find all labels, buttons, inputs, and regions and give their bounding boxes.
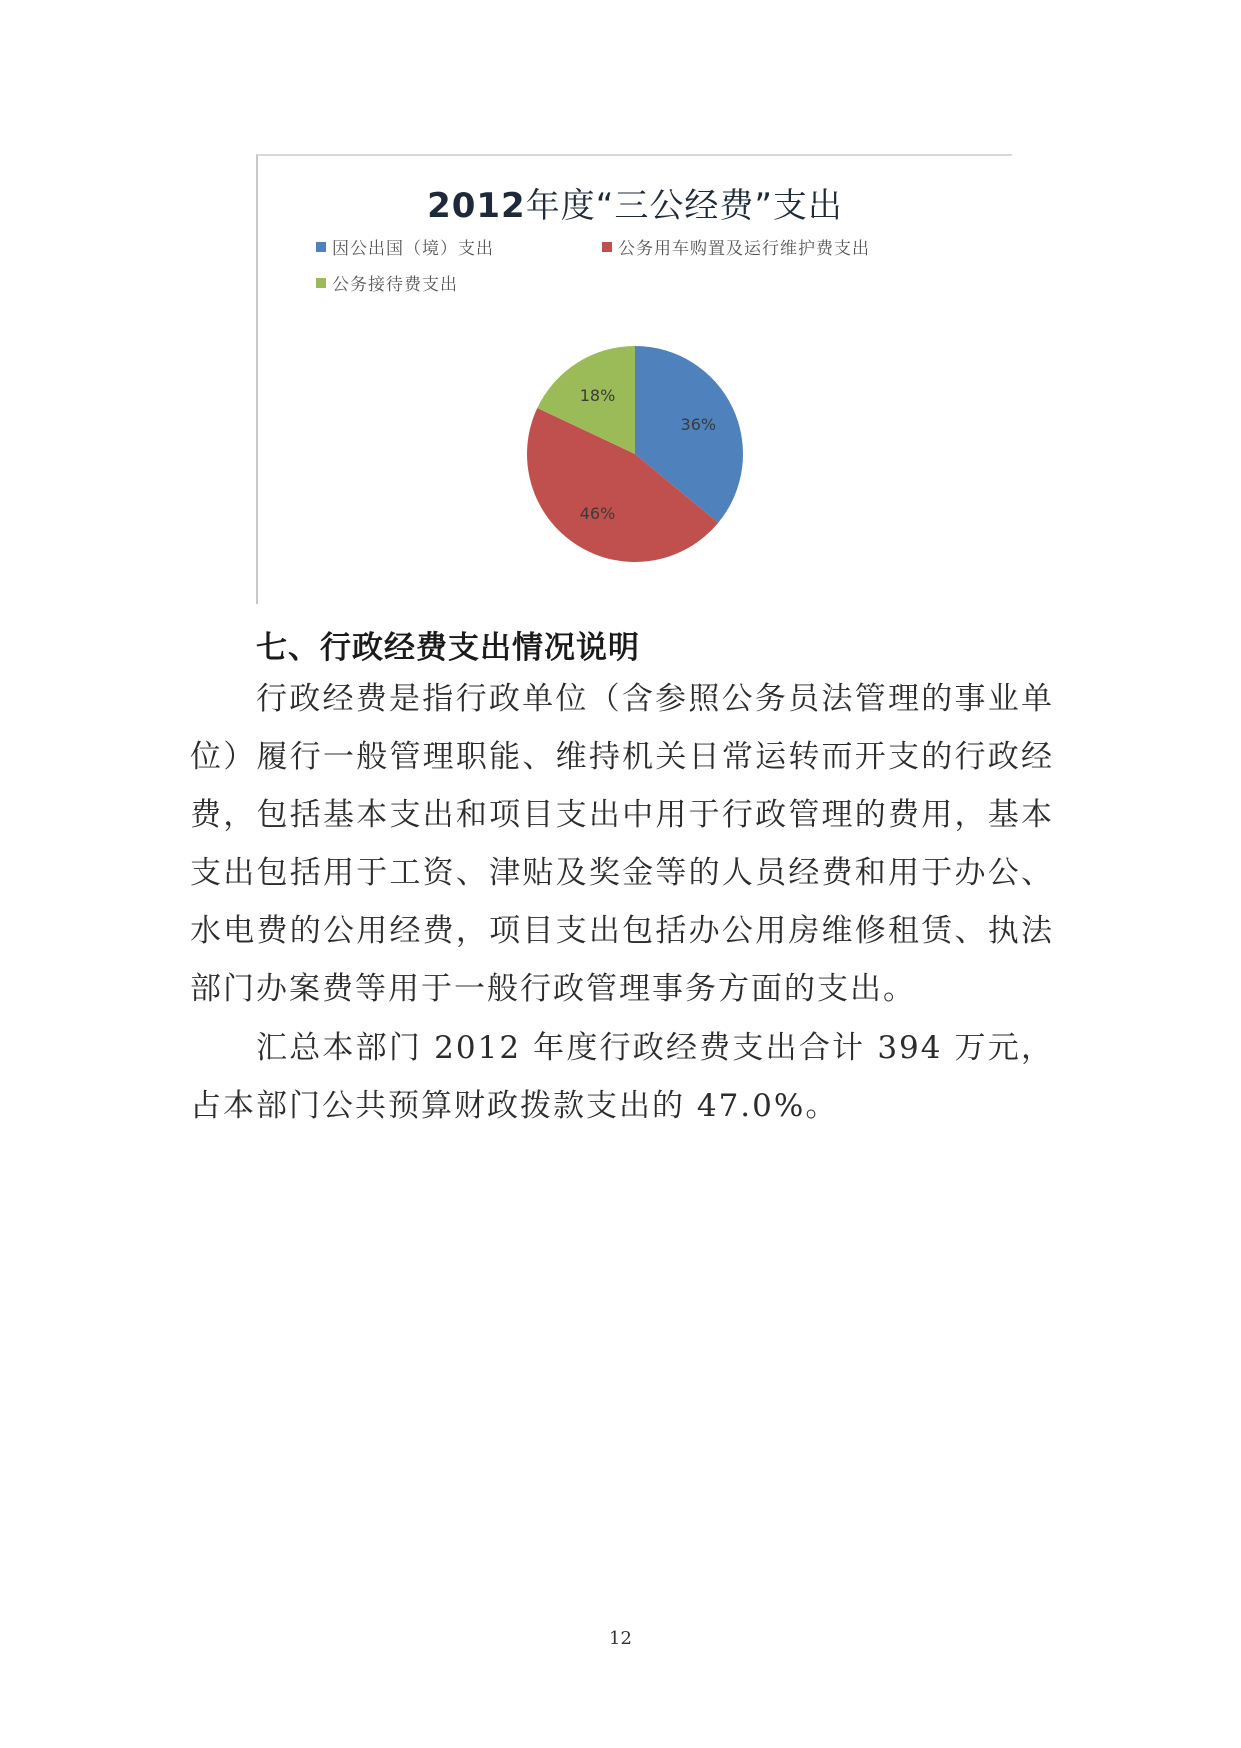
pie-chart-container bbox=[256, 154, 1012, 604]
pie-chart bbox=[258, 156, 1012, 604]
chart-title-text: 年度“三公经费”支出 bbox=[525, 186, 843, 226]
legend-label-reception: 公务接待费支出 bbox=[332, 275, 458, 295]
paragraph-admin-expense-summary: 汇总本部门 2012 年度行政经费支出合计 394 万元，占本部门公共预算财政拨款支出的 47.0%。 bbox=[190, 1030, 1054, 1124]
pie-label-overseas: 36% bbox=[680, 415, 717, 435]
paragraph-admin-expense-definition: 行政经费是指行政单位（含参照公务员法管理的事业单位）履行一般管理职能、维持机关日常运转而开支的行政经费，包括基本支出和项目支出中用于行政管理的费用，基本支出包括用于工资、津贴及奖金等的人员经费和用于办公、水电费的公用经费，项目支出包括办公用房维修租赁、执法部门办案费等用于一般行政管理事务方面的支出。 bbox=[190, 681, 1054, 1007]
pie-label-vehicles: 46% bbox=[579, 504, 616, 524]
pie-label-reception: 18% bbox=[579, 385, 616, 405]
section-heading: 七、行政经费支出情况说明 bbox=[256, 630, 640, 666]
chart-title-year: 2012 bbox=[427, 186, 526, 226]
legend-label-vehicles: 公务用车购置及运行维护费支出 bbox=[618, 239, 870, 259]
legend-label-overseas: 因公出国（境）支出 bbox=[332, 239, 494, 259]
page-number: 12 bbox=[609, 1628, 632, 1649]
